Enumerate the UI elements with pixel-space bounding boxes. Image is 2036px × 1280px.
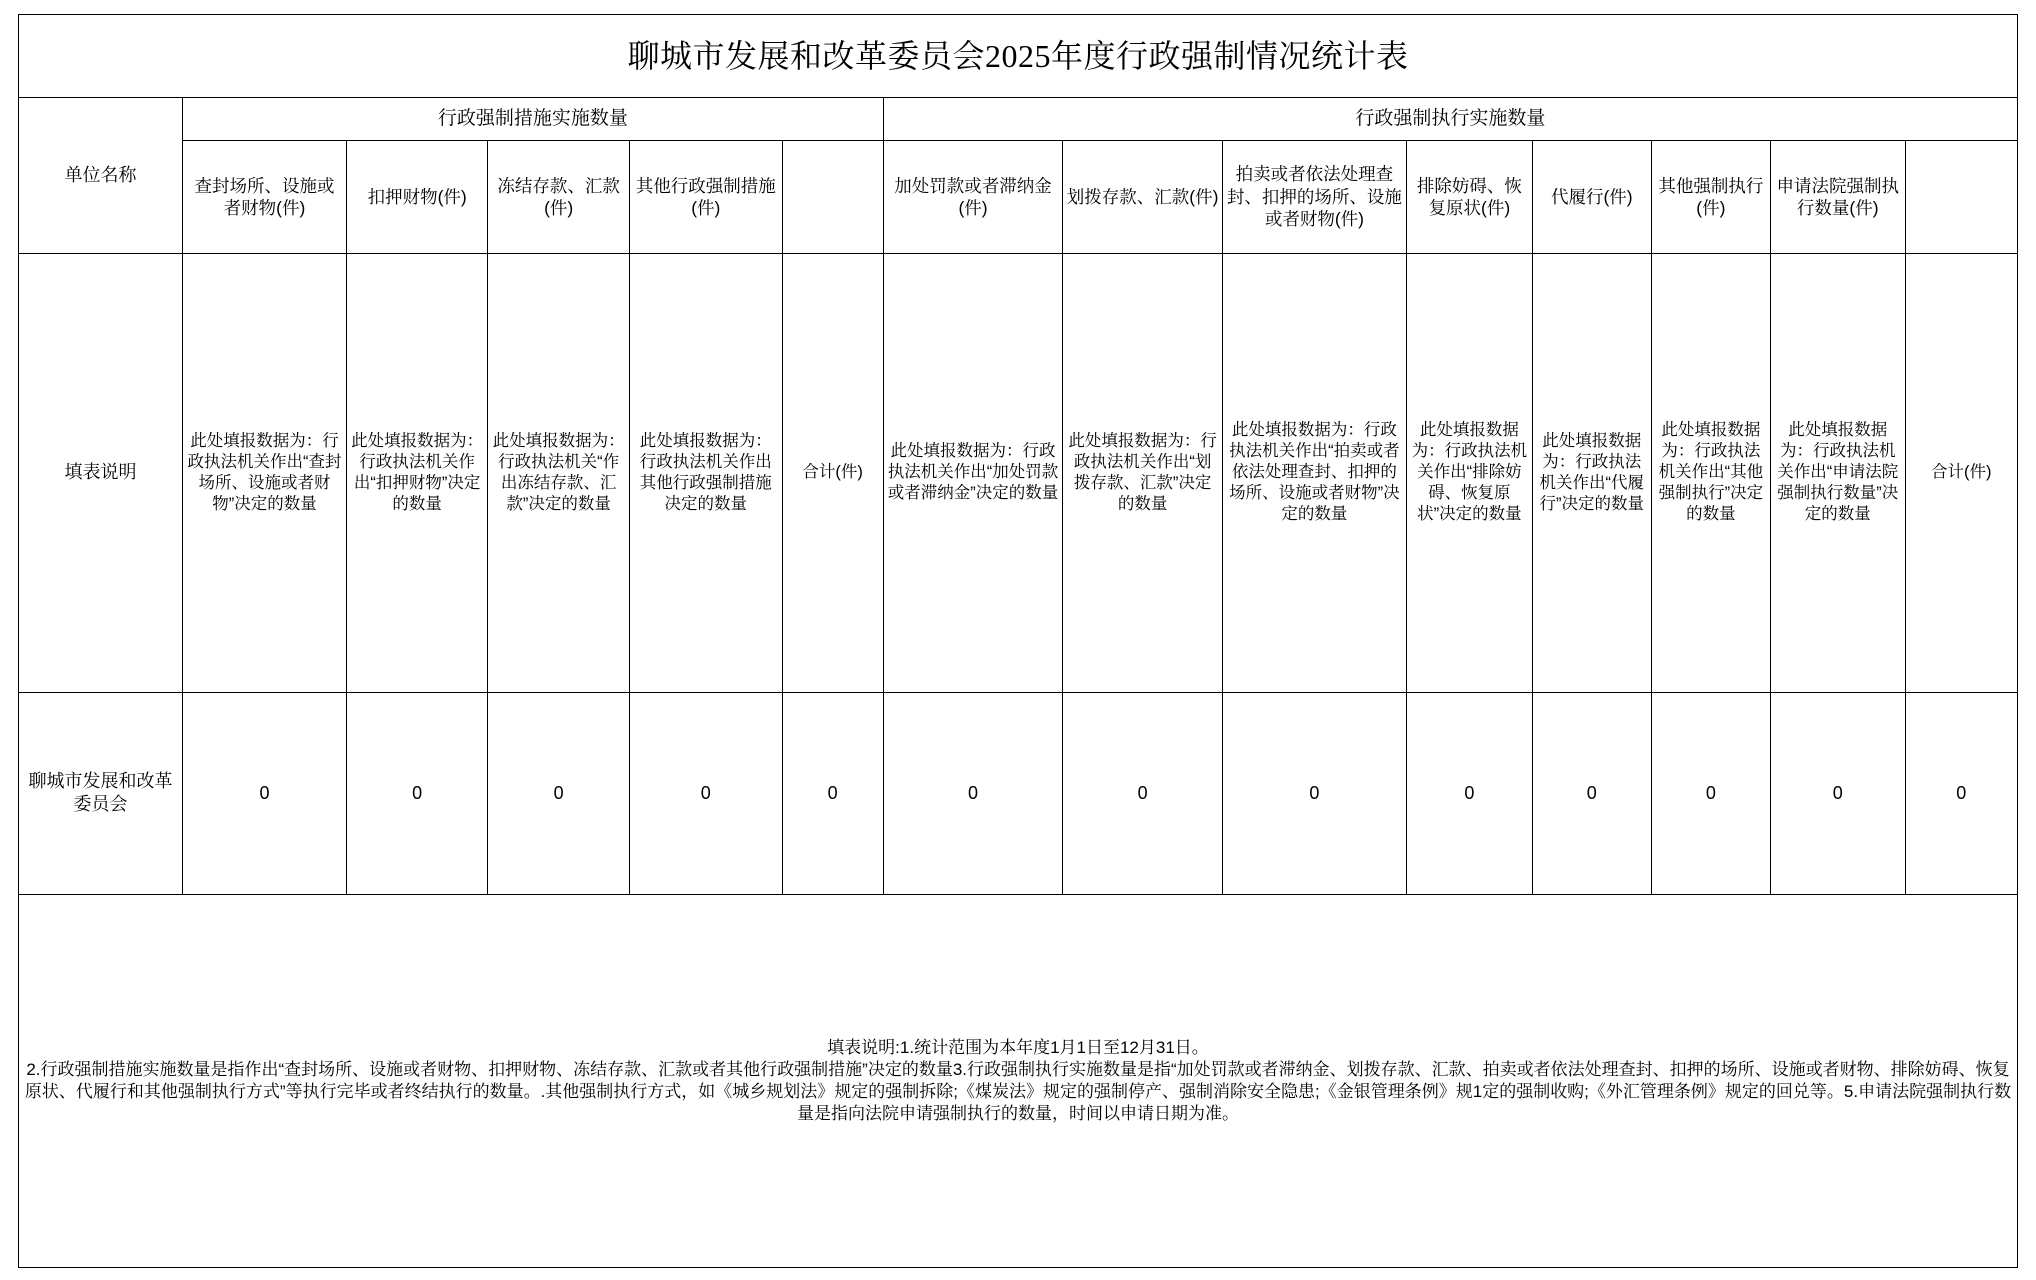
- group-header-row: [19, 98, 2018, 141]
- title-row: [19, 15, 2018, 98]
- column-header-auction-disposal: 拍卖或者依法处理查封、扣押的场所、设施或者财物(件): [1222, 141, 1406, 254]
- administrative-enforcement-statistics-table: [18, 14, 2018, 1268]
- footnote-line-1: 填表说明:1.统计范围为本年度1月1日至12月31日。: [827, 1037, 1209, 1057]
- instruction-auction-disposal: 此处填报数据为：行政执法机关作出“拍卖或者依法处理查封、扣押的场所、设施或者财物”决定的数量: [1222, 254, 1406, 693]
- column-header-enforcement-total: [1905, 141, 2017, 254]
- instruction-row-label: 填表说明: [19, 254, 183, 693]
- data-cell-remove-obstruction: 0: [1407, 692, 1533, 895]
- data-cell-substitute-performance: 0: [1532, 692, 1651, 895]
- group-header-measures: 行政强制措施实施数量: [182, 98, 883, 141]
- column-header-court-application: 申请法院强制执行数量(件): [1770, 141, 1905, 254]
- column-header-remove-obstruction: 排除妨碍、恢复原状(件): [1407, 141, 1533, 254]
- column-header-other-measures: 其他行政强制措施(件): [629, 141, 782, 254]
- data-cell-other-measures: 0: [629, 692, 782, 895]
- instruction-seize-property: 此处填报数据为：行政执法机关作出“扣押财物”决定的数量: [346, 254, 487, 693]
- data-cell-additional-fine: 0: [883, 692, 1063, 895]
- column-header-seal-premises: 查封场所、设施或者财物(件): [182, 141, 346, 254]
- instruction-measures-total: 合计(件): [782, 254, 883, 693]
- data-cell-transfer-deposits: 0: [1063, 692, 1222, 895]
- instruction-transfer-deposits: 此处填报数据为：行政执法机关作出“划拨存款、汇款”决定的数量: [1063, 254, 1222, 693]
- column-header-additional-fine: 加处罚款或者滞纳金(件): [883, 141, 1063, 254]
- instruction-additional-fine: 此处填报数据为：行政执法机关作出“加处罚款或者滞纳金”决定的数量: [883, 254, 1063, 693]
- instruction-remove-obstruction: 此处填报数据为：行政执法机关作出“排除妨碍、恢复原状”决定的数量: [1407, 254, 1533, 693]
- instruction-other-enforcement: 此处填报数据为：行政执法机关作出“其他强制执行”决定的数量: [1651, 254, 1770, 693]
- column-header-other-enforcement: 其他强制执行(件): [1651, 141, 1770, 254]
- footnote-line-2: 2.行政强制措施实施数量是指作出“查封场所、设施或者财物、扣押财物、冻结存款、汇款或者其他行政强制措施”决定的数量3.行政强制执行实施数量是指“加处罚款或者滞纳金、划拨存款、汇款、拍卖或者依法处理查封、扣押的场所、设施或者财物、排除妨碍、恢复原状、代履行和其他强制执行方式”等执行完毕或者终结执行的数量。.其他强制执行方式，如《城乡规划法》规定的强制拆除;《煤炭法》规定的强制停产、强制消除安全隐患;《金银管理条例》规1定的强制收购;《外汇管理条例》规定的回兑等。5.申请法院强制执行数量是指向法院申请强制执行的数量，时间以申请日期为准。: [24, 1060, 2012, 1123]
- data-cell-other-enforcement: 0: [1651, 692, 1770, 895]
- column-header-substitute-performance: 代履行(件): [1532, 141, 1651, 254]
- instruction-court-application: 此处填报数据为：行政执法机关作出“申请法院强制执行数量”决定的数量: [1770, 254, 1905, 693]
- instruction-row: [19, 254, 2018, 693]
- column-header-seize-property: 扣押财物(件): [346, 141, 487, 254]
- column-header-row: [19, 141, 2018, 254]
- unit-name-column-header: 单位名称: [19, 98, 183, 254]
- data-row-unit-name: 聊城市发展和改革委员会: [19, 692, 183, 895]
- column-header-measures-total: [782, 141, 883, 254]
- column-header-freeze-deposits: 冻结存款、汇款(件): [488, 141, 629, 254]
- instruction-enforcement-total: 合计(件): [1905, 254, 2017, 693]
- instruction-freeze-deposits: 此处填报数据为：行政执法机关“作出冻结存款、汇款”决定的数量: [488, 254, 629, 693]
- footnotes: [19, 895, 2018, 1268]
- data-cell-seal-premises: 0: [182, 692, 346, 895]
- instruction-other-measures: 此处填报数据为：行政执法机关作出其他行政强制措施决定的数量: [629, 254, 782, 693]
- page-title: 聊城市发展和改革委员会2025年度行政强制情况统计表: [19, 15, 2018, 98]
- data-cell-seize-property: 0: [346, 692, 487, 895]
- instruction-substitute-performance: 此处填报数据为：行政执法机关作出“代履行”决定的数量: [1532, 254, 1651, 693]
- data-cell-court-application: 0: [1770, 692, 1905, 895]
- footnote-row: [19, 895, 2018, 1268]
- data-cell-freeze-deposits: 0: [488, 692, 629, 895]
- table-row: [19, 692, 2018, 895]
- column-header-transfer-deposits: 划拨存款、汇款(件): [1063, 141, 1222, 254]
- data-cell-enforcement-total: 0: [1905, 692, 2017, 895]
- data-cell-auction-disposal: 0: [1222, 692, 1406, 895]
- group-header-enforcement: 行政强制执行实施数量: [883, 98, 2017, 141]
- data-cell-measures-total: 0: [782, 692, 883, 895]
- instruction-seal-premises: 此处填报数据为：行政执法机关作出“查封场所、设施或者财物”决定的数量: [182, 254, 346, 693]
